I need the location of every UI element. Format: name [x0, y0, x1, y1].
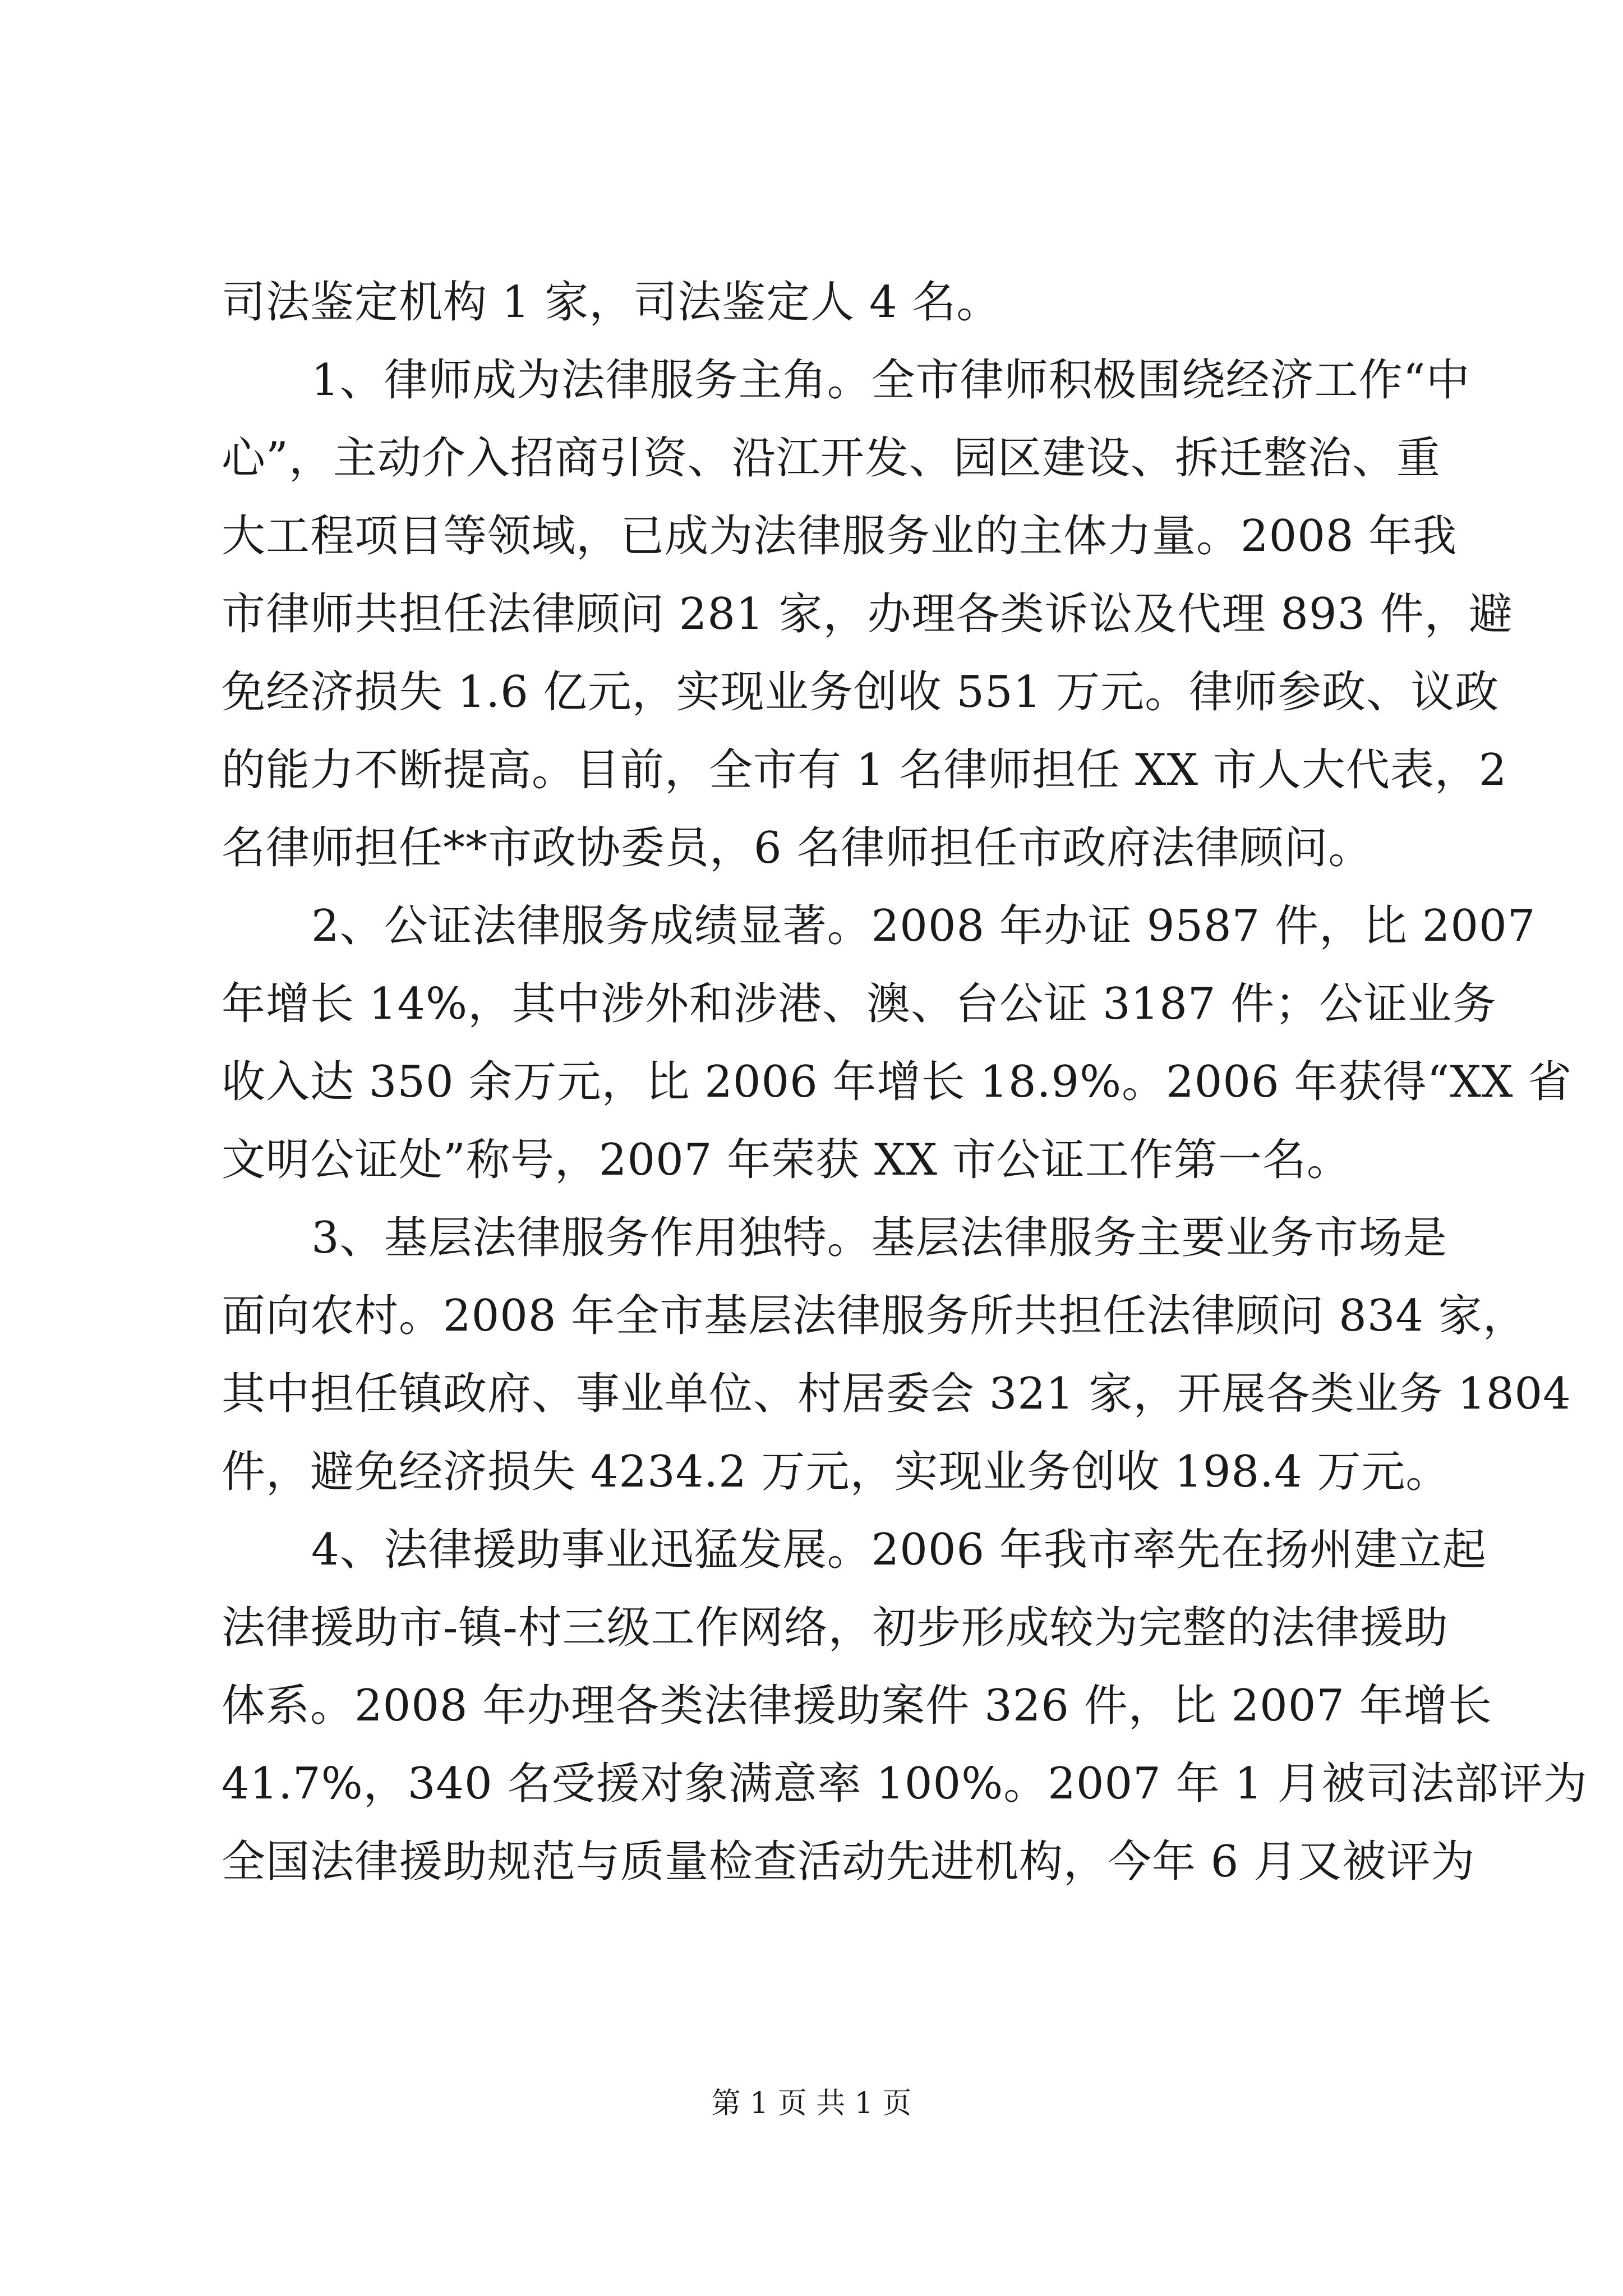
- text-line: 收入达 350 余万元，比 2006 年增长 18.9%。2006 年获得“XX 省: [222, 1057, 1573, 1107]
- text-line: 心”，主动介入招商引资、沿江开发、园区建设、拆迁整治、重: [222, 433, 1441, 484]
- paragraph-notary: [222, 887, 1573, 1199]
- paragraph-lawyers: [222, 342, 1513, 887]
- text-line: 2、公证法律服务成绩显著。2008 年办证 9587 件，比 2007: [311, 901, 1536, 951]
- paragraph-legal-aid: [222, 1511, 1588, 1901]
- text-line: 市律师共担任法律顾问 281 家，办理各类诉讼及代理 893 件，避: [222, 589, 1513, 639]
- text-line: 41.7%，340 名受援对象满意率 100%。2007 年 1 月被司法部评为: [222, 1759, 1588, 1809]
- document-body: [222, 264, 1588, 1901]
- text-line: 免经济损失 1.6 亿元，实现业务创收 551 万元。律师参政、议政: [222, 667, 1500, 717]
- text-line: 面向农村。2008 年全市基层法律服务所共担任法律顾问 834 家，: [222, 1291, 1527, 1341]
- text-line: 大工程项目等领域，已成为法律服务业的主体力量。2008 年我: [222, 511, 1458, 562]
- text-line: 全国法律援助规范与质量检查活动先进机构，今年 6 月又被评为: [222, 1837, 1476, 1887]
- text-line: 法律援助市-镇-村三级工作网络，初步形成较为完整的法律援助: [222, 1603, 1449, 1653]
- text-line: 1、律师成为法律服务主角。全市律师积极围绕经济工作“中: [311, 355, 1470, 406]
- text-line: 体系。2008 年办理各类法律援助案件 326 件，比 2007 年增长: [222, 1681, 1492, 1731]
- text-line: 4、法律援助事业迅猛发展。2006 年我市率先在扬州建立起: [311, 1525, 1487, 1575]
- paragraph-continuation: [222, 264, 1427, 342]
- paragraph-grassroots: [222, 1199, 1571, 1511]
- text-line: 年增长 14%，其中涉外和涉港、澳、台公证 3187 件；公证业务: [222, 979, 1497, 1029]
- text-line: 其中担任镇政府、事业单位、村居委会 321 家，开展各类业务 1804: [222, 1369, 1571, 1419]
- page-footer: 第 1 页 共 1 页: [711, 2087, 912, 2120]
- text-line: 名律师担任**市政协委员，6 名律师担任市政府法律顾问。: [222, 823, 1373, 873]
- text-line: 件，避免经济损失 4234.2 万元，实现业务创收 198.4 万元。: [222, 1447, 1450, 1497]
- text-line: 的能力不断提高。目前，全市有 1 名律师担任 XX 市人大代表，2: [222, 745, 1507, 795]
- text-line: 司法鉴定机构 1 家，司法鉴定人 4 名。: [222, 277, 1001, 328]
- text-line: 3、基层法律服务作用独特。基层法律服务主要业务市场是: [311, 1213, 1447, 1263]
- text-line: 文明公证处”称号，2007 年荣获 XX 市公证工作第一名。: [222, 1135, 1351, 1185]
